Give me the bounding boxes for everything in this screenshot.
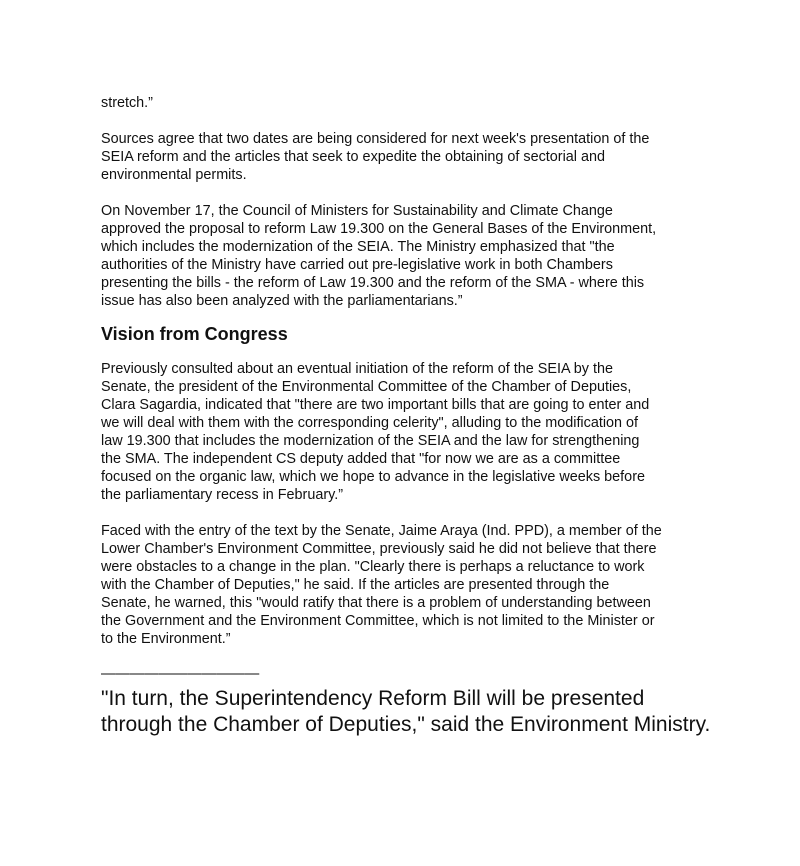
paragraph-council: On November 17, the Council of Ministers for Sustainability and Climate Change approved the proposal to reform Law 19.300 on the General Bases of the Environment, which includes the modernization of the SEIA. The Ministry emphasized that "the authorities of the Ministry have carried out pre-legislative work in both Chambers presenting the bills - the reform of Law 19.300 and the reform of the SMA - where this issue has also been analyzed with the parliamentarians.” [101,203,657,309]
paragraph-sagardia: Previously consulted about an eventual initiation of the reform of the SEIA by the Senate, the president of the Environmental Committee of the Chamber of Deputies, Clara Sagardia, indicated that "there are two important bills that are going to enter and we will deal with them with the corresponding celerity", alluding to the modification of law 19.300 that includes the modernization of the SEIA and the law for strengthening the SMA. The independent CS deputy added that "for now we are as a committee focused on the organic law, which we hope to advance in the legislative weeks before the parliamentary recess in February.” [101,361,650,503]
paragraph-sources: Sources agree that two dates are being considered for next week's presentation of the SEIA reform and the articles that seek to expedite the obtaining of sectorial and environmental permits. [101,131,650,183]
document-page [101,94,721,738]
pull-quote: "In turn, the Superintendency Reform Bill will be presented through the Chamber of Deputies," said the Environment Ministry. [101,687,711,736]
separator-line: ——————————— [101,666,260,682]
paragraph-continuation: stretch.” [101,95,153,111]
section-heading: Vision from Congress [101,324,288,344]
paragraph-araya: Faced with the entry of the text by the Senate, Jaime Araya (Ind. PPD), a member of the Lower Chamber's Environment Committee, previously said he did not believe that there were obstacles to a change in the plan. "Clearly there is perhaps a reluctance to work with the Chamber of Deputies," he said. If the articles are presented through the Senate, he warned, this "would ratify that there is a problem of understanding between the Government and the Environment Committee, which is not limited to the Minister or to the Environment.” [101,523,662,647]
